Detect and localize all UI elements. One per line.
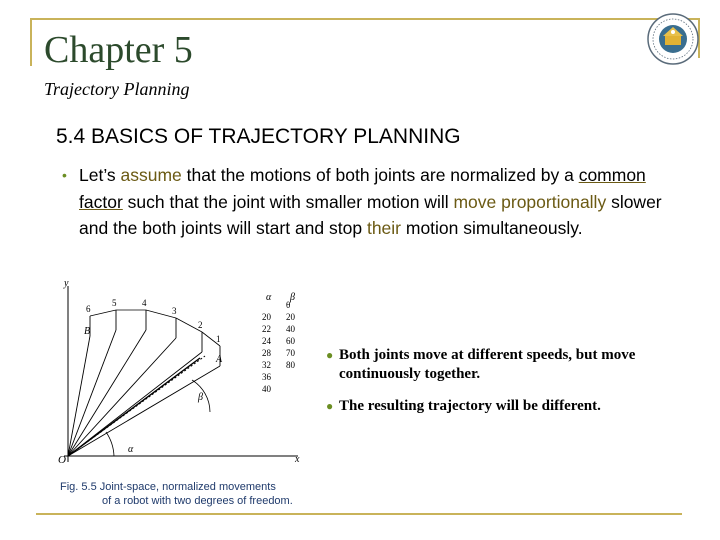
bullet-text-run: assume <box>120 165 182 185</box>
bullet-text-run: that the motions of both joints are normalized by a <box>181 165 579 185</box>
alpha-arc <box>106 432 114 456</box>
robot-joint-figure <box>50 276 320 474</box>
x-axis-label: x <box>295 454 300 465</box>
bullet-text-run: their <box>366 218 401 238</box>
note-item <box>324 346 704 384</box>
alpha-label: α <box>128 444 134 455</box>
bullet-text-run: Let’s <box>79 165 121 185</box>
position-label: 5 <box>112 298 117 308</box>
table-cell-beta: 70 <box>286 348 295 358</box>
frame-top-line <box>30 18 700 20</box>
frame-bottom-line <box>36 513 682 515</box>
bullet-text-run: motion simultaneously. <box>401 218 583 238</box>
notes-list <box>324 346 704 429</box>
bullet-text-run: move proportionally <box>453 191 607 212</box>
note-text: Both joints move at different speeds, but move continuously together. <box>339 347 636 382</box>
trajectory-segment <box>90 310 116 316</box>
link-line <box>68 366 220 456</box>
table-cell-beta: 80 <box>286 360 295 370</box>
frame-left-line <box>30 18 32 66</box>
bullet-text <box>79 162 662 242</box>
bullet-paragraph <box>62 162 662 242</box>
table-cell-alpha: 24 <box>262 336 271 346</box>
y-axis-label: y <box>64 278 69 289</box>
position-label: 2 <box>198 320 203 330</box>
university-seal-icon <box>646 12 700 66</box>
section-heading: 5.4 BASICS OF TRAJECTORY PLANNING <box>56 125 461 148</box>
table-cell-alpha: 36 <box>262 372 271 382</box>
table-cell-beta: 60 <box>286 336 295 346</box>
position-label: 1 <box>216 334 221 344</box>
note-item <box>324 397 704 416</box>
bullet-text-run: slower and the both joints will start and stop <box>79 191 662 238</box>
point-b-label: B <box>84 326 91 337</box>
caption-line-2: of a robot with two degrees of freedom. <box>102 495 293 507</box>
point-a-label: A <box>216 354 223 365</box>
table-cell-beta: θ <box>286 300 291 310</box>
figure-caption <box>60 480 293 508</box>
note-bullet-icon: ● <box>326 348 334 362</box>
table-cell-alpha: 28 <box>262 348 271 358</box>
beta-label: β <box>198 392 203 403</box>
chapter-subtitle: Trajectory Planning <box>44 79 190 99</box>
link-line <box>68 358 200 456</box>
bullet-text-run: such that the joint with smaller motion will <box>122 191 454 212</box>
note-bullet-icon: ● <box>326 399 334 413</box>
table-cell-alpha: 22 <box>262 324 271 334</box>
table-cell-beta: 40 <box>286 324 295 334</box>
table-header-alpha: α <box>266 292 272 303</box>
bullet-dot-icon: • <box>62 167 67 183</box>
link-line <box>68 338 176 456</box>
position-label: 4 <box>142 298 147 308</box>
bullet-text-run: common factor <box>79 165 646 212</box>
table-cell-alpha: 40 <box>262 384 271 394</box>
caption-line-1: Fig. 5.5 Joint-space, normalized movements <box>60 481 276 493</box>
origin-label: O <box>58 454 66 466</box>
table-header-beta: β <box>290 292 295 303</box>
chapter-title: Chapter 5 <box>44 29 193 71</box>
position-label: 6 <box>86 304 91 314</box>
table-cell-beta: 20 <box>286 312 295 322</box>
table-cell-alpha: 32 <box>262 360 271 370</box>
table-cell-alpha: 20 <box>262 312 271 322</box>
position-label: 3 <box>172 306 177 316</box>
note-text: The resulting trajectory will be different. <box>339 398 601 414</box>
